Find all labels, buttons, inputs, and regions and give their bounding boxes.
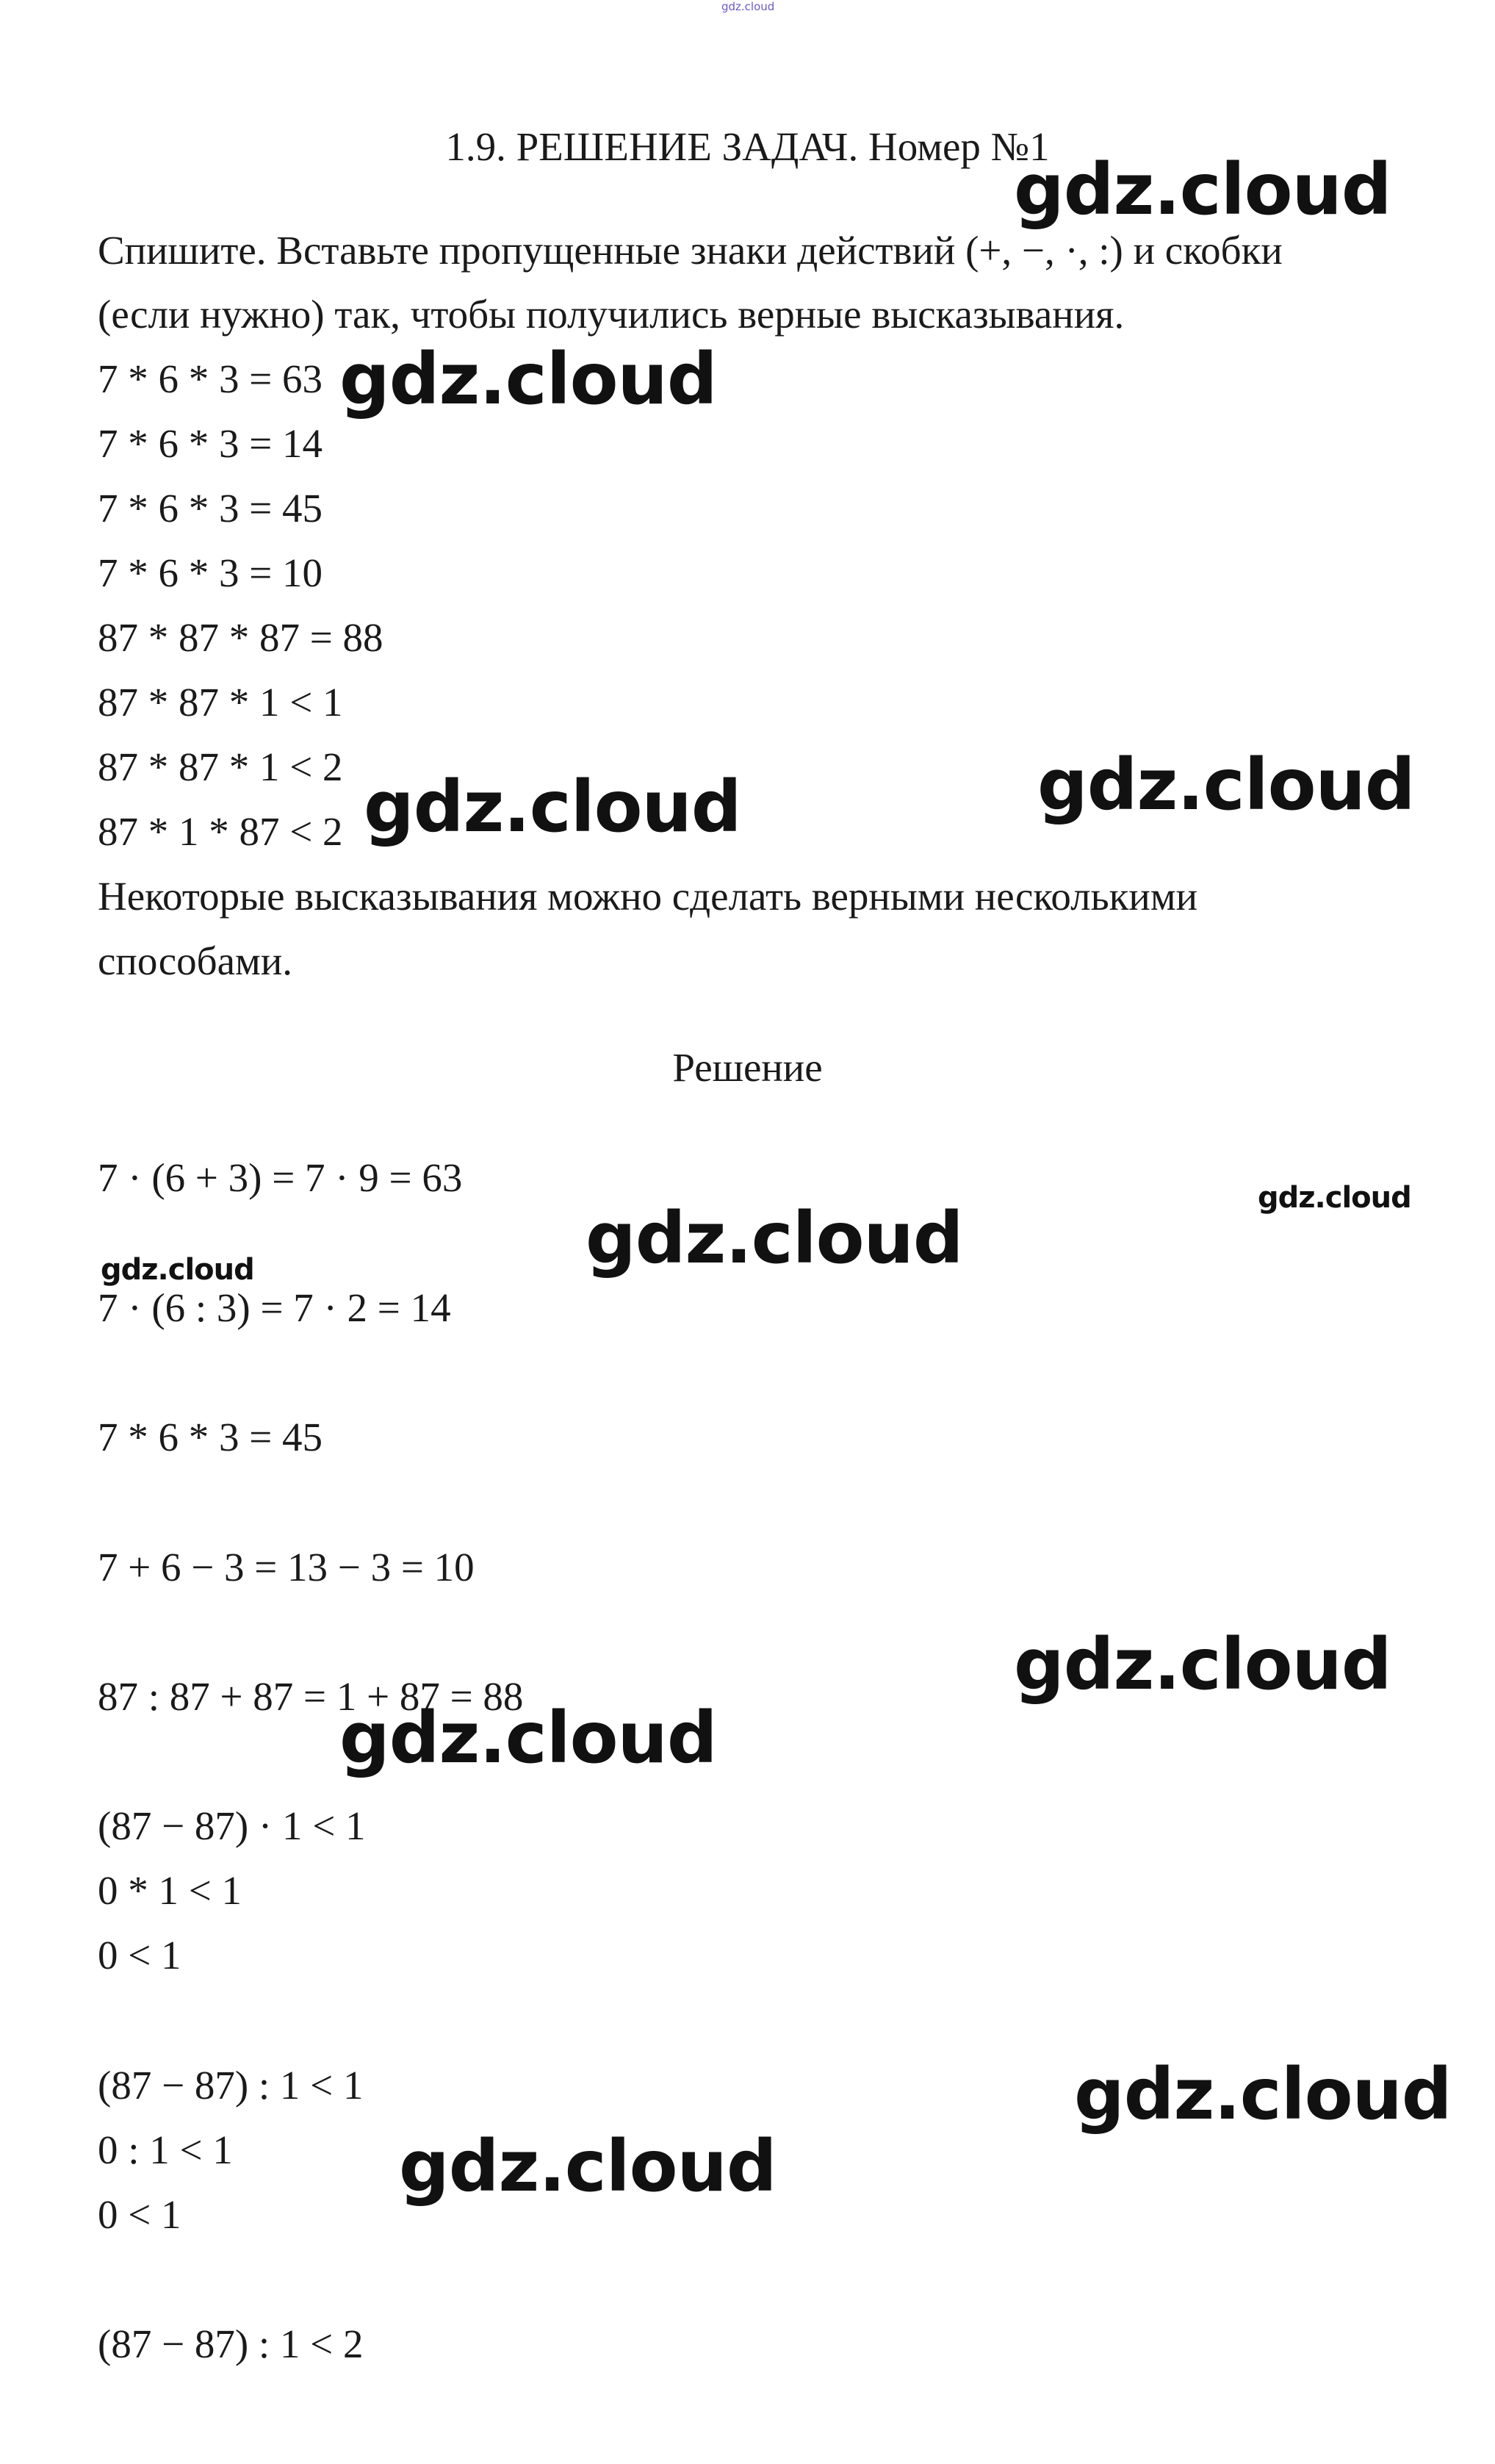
solution-line-3: 7 * 6 * 3 = 45 [98, 1415, 323, 1459]
task-expression-8: 87 * 1 * 87 < 2 [98, 809, 343, 854]
task-text-line-1: Спишите. Вставьте пропущенные знаки действий (+, −, ·, :) и скобки [98, 228, 1283, 273]
solution-line-9: (87 − 87) : 1 < 1 [98, 2063, 364, 2108]
watermark: gdz.cloud [1014, 1623, 1391, 1706]
solution-line-1: 7 · (6 + 3) = 7 · 9 = 63 [98, 1155, 463, 1200]
solution-line-6: (87 − 87) · 1 < 1 [98, 1803, 366, 1848]
task-expression-5: 87 * 87 * 87 = 88 [98, 615, 383, 660]
task-expression-1: 7 * 6 * 3 = 63 [98, 356, 323, 401]
watermark: gdz.cloud [339, 1697, 717, 1779]
task-text-line-2: (если нужно) так, чтобы получились верные высказывания. [98, 292, 1125, 337]
watermark: gdz.cloud [586, 1197, 963, 1279]
watermark: gdz.cloud [339, 338, 717, 420]
task-expression-6: 87 * 87 * 1 < 1 [98, 680, 343, 725]
watermark: gdz.cloud [399, 2125, 777, 2208]
task-expression-4: 7 * 6 * 3 = 10 [98, 550, 323, 595]
solution-line-5: 87 : 87 + 87 = 1 + 87 = 88 [98, 1674, 524, 1719]
solution-line-12: (87 − 87) : 1 < 2 [98, 2321, 364, 2366]
watermark: gdz.cloud [1074, 2053, 1452, 2136]
task-note-line-2: способами. [98, 938, 293, 983]
task-expression-7: 87 * 87 * 1 < 2 [98, 744, 343, 789]
watermark: gdz.cloud [1014, 148, 1391, 231]
top-watermark: gdz.cloud [721, 0, 775, 13]
solution-line-4: 7 + 6 − 3 = 13 − 3 = 10 [98, 1545, 475, 1590]
task-expression-2: 7 * 6 * 3 = 14 [98, 421, 323, 466]
page-title: 1.9. РЕШЕНИЕ ЗАДАЧ. Номер №1 [445, 124, 1050, 169]
solution-line-11: 0 < 1 [98, 2192, 181, 2237]
solution-line-2: 7 · (6 : 3) = 7 · 2 = 14 [98, 1285, 451, 1330]
watermark: gdz.cloud [1258, 1181, 1411, 1215]
task-note-line-1: Некоторые высказывания можно сделать верными несколькими [98, 874, 1198, 919]
solution-line-10: 0 : 1 < 1 [98, 2127, 233, 2172]
watermark: gdz.cloud [364, 766, 741, 848]
solution-heading: Решение [672, 1045, 823, 1090]
watermark: gdz.cloud [1037, 744, 1415, 826]
solution-line-8: 0 < 1 [98, 1933, 181, 1978]
task-expression-3: 7 * 6 * 3 = 45 [98, 486, 323, 531]
watermark: gdz.cloud [101, 1253, 254, 1287]
solution-line-7: 0 * 1 < 1 [98, 1868, 242, 1913]
